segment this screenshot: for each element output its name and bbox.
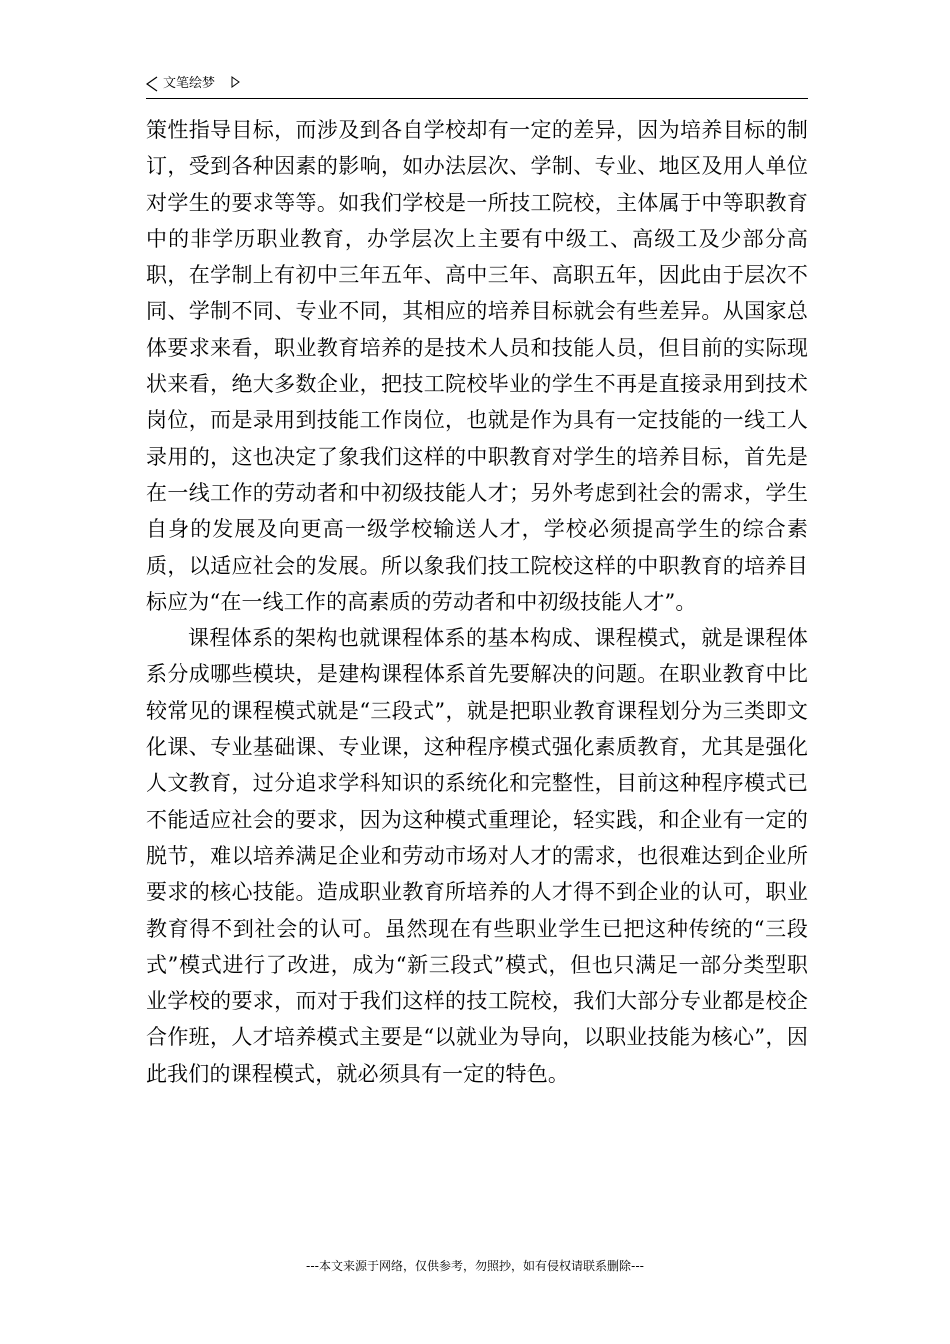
document-body [146, 112, 808, 1092]
header-brand: 文笔绘梦 [163, 76, 216, 91]
paragraph-continued: 策性指导目标，而涉及到各自学校却有一定的差异，因为培养目标的制订，受到各种因素的影响，如办法层次、学制、专业、地区及用人单位对学生的要求等等。如我们学校是一所技工院校，主体属于中等职教育中的非学历职业教育，办学层次上主要有中级工、高级工及少部分高职，在学制上有初中三年五年、高中三年、高职五年，因此由于层次不同、学制不同、专业不同，其相应的培养目标就会有些差异。从国家总体要求来看，职业教育培养的是技术人员和技能人员，但目前的实际现状来看，绝大多数企业，把技工院校毕业的学生不再是直接录用到技术岗位，而是录用到技能工作岗位，也就是作为具有一定技能的一线工人录用的，这也决定了象我们这样的中职教育对学生的培养目标，首先是在一线工作的劳动者和中初级技能人才；另外考虑到社会的需求，学生自身的发展及向更高一级学校输送人才，学校必须提高学生的综合素质，以适应社会的发展。所以象我们技工院校这样的中职教育的培养目标应为“在一线工作的高素质的劳动者和中初级技能人才”。 [146, 118, 808, 614]
page-header [146, 74, 808, 99]
footer-notice: ---本文来源于网络，仅供参考，勿照抄，如有侵权请联系删除--- [306, 1259, 644, 1273]
right-triangle-icon [231, 76, 240, 88]
paragraph-course-system: 课程体系的架构也就课程体系的基本构成、课程模式，就是课程体系分成哪些模块，是建构课程体系首先要解决的问题。在职业教育中比较常见的课程模式就是“三段式”，就是把职业教育课程划分为三类即文化课、专业基础课、专业课，这种程序模式强化素质教育，尤其是强化人文教育，过分追求学科知识的系统化和完整性，目前这种程序模式已不能适应社会的要求，因为这种模式重理论，轻实践，和企业有一定的脱节，难以培养满足企业和劳动市场对人才的需求，也很难达到企业所要求的核心技能。造成职业教育所培养的人才得不到企业的认可，职业教育得不到社会的认可。虽然现在有些职业学生已把这种传统的“三段式”模式进行了改进，成为“新三段式”模式，但也只满足一部分类型职业学校的要求，而对于我们这样的技工院校，我们大部分专业都是校企合作班，人才培养模式主要是“以就业为导向，以职业技能为核心”，因此我们的课程模式，就必须具有一定的特色。 [146, 626, 808, 1086]
left-triangle-icon [146, 76, 158, 92]
